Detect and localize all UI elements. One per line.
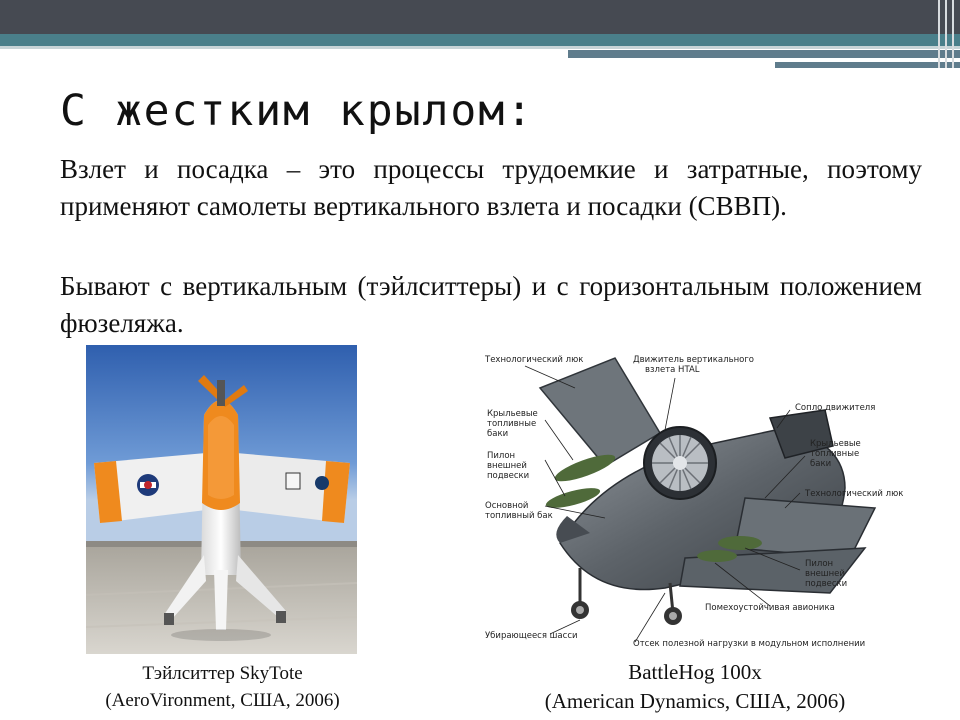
header-vertical-lines	[936, 0, 960, 68]
left-caption-line-1: Тэйлситтер SkyTote	[142, 663, 303, 684]
battlehog-diagram	[455, 348, 925, 658]
body-paragraph-2: Бывают с вертикальным (тэйлситтеры) и с горизонтальным положением фюзеляжа.	[60, 271, 922, 338]
label-main-tank-1: Основной	[485, 501, 529, 511]
label-nozzle: Сопло движителя	[795, 403, 876, 413]
right-figure-caption	[485, 658, 905, 716]
label-wing-tanks-r-1: Крыльевые	[810, 439, 861, 449]
label-engine-1: Движитель вертикального	[633, 355, 755, 365]
label-pylon-r-1: Пилон	[805, 559, 834, 569]
header-dark-band	[0, 0, 960, 34]
tailsitter-photo	[86, 345, 357, 654]
label-tech-hatch-r: Технологический люк	[805, 489, 904, 499]
label-avionics: Помехоустойчивая авионика	[705, 603, 835, 613]
label-pylon-l-3: подвески	[487, 471, 530, 481]
label-pylon-l-2: внешней	[487, 461, 527, 471]
label-payload: Отсек полезной нагрузки в модульном исполнении	[633, 639, 866, 649]
label-wing-tanks-r-2: топливные	[810, 449, 860, 459]
label-wing-tanks-r-3: баки	[810, 459, 832, 469]
label-pylon-r-2: внешней	[805, 569, 845, 579]
slide-title: С жестким крылом:	[60, 86, 535, 136]
label-gear: Убирающееся шасси	[485, 631, 578, 641]
label-wing-tanks-l-1: Крыльевые	[487, 409, 538, 419]
label-pylon-r-3: подвески	[805, 579, 848, 589]
header-teal-band	[0, 34, 960, 46]
header-accent-bar-short	[775, 62, 960, 68]
right-caption-line-2: (American Dynamics, США, 2006)	[544, 689, 846, 713]
label-wing-tanks-l-3: баки	[487, 429, 509, 439]
label-pylon-l-1: Пилон	[487, 451, 516, 461]
label-wing-tanks-l-2: топливные	[487, 419, 537, 429]
right-caption-line-1: BattleHog 100x	[628, 660, 762, 684]
header-teal-shadow	[0, 46, 960, 49]
label-main-tank-2: топливный бак	[485, 511, 553, 521]
label-engine-2: взлета HTAL	[645, 365, 700, 375]
left-figure-caption	[60, 660, 385, 714]
left-caption-line-2: (AeroVironment, США, 2006)	[105, 690, 340, 711]
body-paragraph-1: Взлет и посадка – это процессы трудоемкие и затратные, поэтому применяют самолеты вертикального взлета и посадки (СВВП).	[60, 154, 922, 221]
header-accent-bar	[568, 50, 960, 58]
label-tech-hatch-top: Технологический люк	[485, 355, 584, 365]
